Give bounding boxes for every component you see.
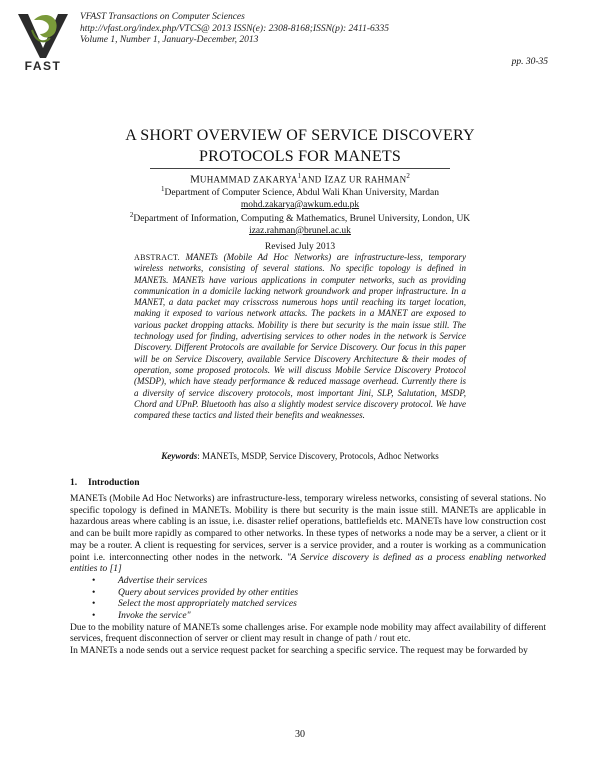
section-number: 1. bbox=[70, 478, 78, 488]
paragraph-3: In MANETs a node sends out a service request packet for searching a specific service. The request may be forwarded by bbox=[70, 646, 528, 657]
paragraph-1 bbox=[70, 494, 546, 576]
journal-logo bbox=[14, 12, 72, 72]
affil2-email[interactable]: izaz.rahman@brunel.ac.uk bbox=[249, 225, 351, 236]
bullet-dot: • bbox=[92, 599, 96, 610]
affil2-sup: 2 bbox=[129, 211, 134, 219]
journal-url-issn: http://vfast.org/index.php/VTCS@ 2013 ISSN(e): 2308-8168;ISSN(p): 2411-6335 bbox=[80, 23, 390, 34]
section-title: Introduction bbox=[88, 478, 140, 488]
bullet-text: Invoke the service" bbox=[118, 611, 191, 622]
page-range: pp. 30-35 bbox=[511, 57, 548, 67]
bullet-dot: • bbox=[92, 611, 96, 622]
affil1-dept: Department of Computer Science, Abdul Wali Khan University, Mardan bbox=[164, 188, 439, 199]
bullet-dot: • bbox=[92, 575, 96, 586]
list-item bbox=[70, 599, 546, 611]
paragraph-1-cite: "A Service discovery is defined as a process enabling networked entities to [1] bbox=[70, 552, 546, 575]
journal-name: VFAST Transactions on Computer Sciences bbox=[80, 12, 245, 22]
section-body bbox=[70, 494, 546, 658]
paragraph-2: Due to the mobility nature of MANETs some challenges arise. For example node mobility may affect availability of different services, frequent disconnection of server or client may result in change of path / rout etc. bbox=[70, 622, 546, 645]
abstract-label: ABSTRACT. bbox=[134, 253, 180, 262]
revised-date: Revised July 2013 bbox=[264, 242, 336, 252]
bullet-list bbox=[70, 576, 546, 623]
affiliation-1 bbox=[0, 184, 600, 211]
list-item bbox=[70, 576, 546, 588]
author-and: AND bbox=[301, 174, 322, 185]
section-heading bbox=[70, 478, 140, 488]
vfast-logo-icon bbox=[14, 12, 72, 72]
title-divider bbox=[150, 168, 450, 169]
list-item bbox=[70, 588, 546, 600]
logo-text: FAST bbox=[24, 59, 62, 72]
page-number: 30 bbox=[295, 729, 305, 740]
author2-name: ZAZ UR RAHMAN bbox=[327, 174, 407, 185]
abstract-text: MANETs (Mobile Ad Hoc Networks) are infrastructure-less, temporary wireless networks, consisting of several stations. No specific topology is defined in MANETs. MANETs have various applications in computer networks, such as providing communication in a domicile lacking network groundwork and proper infrastructure. In a MANET, a data packet may crisscross numerous hops until reaching its target location, making it exposed to various network attacks. The packets in a MANET are exposed to various packet dropping attacks. Mobility is there but security is the main issue still. The technology used for finding, advertising services to other nodes in the network is Service Discovery. Different Protocols are available for Service Discovery. Our focus in this paper will be on Service Discovery, available Service Discovery Architecture & their modes of operation, some proposed protocols. We will discuss Mobile Service Discovery Protocol (MSDP), which have steady performance & reduced massage overhead. Currently there is a diversity of service discovery protocols, most important Jini, SLP, Salutation, MSDP, Chord and UPnP. Bluetooth has also a slightly modest service discovery protocol. We have compared these tactics and listed their benefits and weaknesses. bbox=[134, 252, 466, 421]
author1-name: UHAMMAD ZAKARYA bbox=[199, 174, 298, 185]
title-line-2: PROTOCOLS FOR MANETS bbox=[199, 148, 401, 165]
journal-info bbox=[80, 12, 500, 47]
journal-volume: Volume 1, Number 1, January-December, 2013 bbox=[80, 35, 259, 45]
affil1-sup: 1 bbox=[161, 185, 165, 193]
title-line-1: A SHORT OVERVIEW OF SERVICE DISCOVERY bbox=[125, 127, 475, 144]
affiliation-2 bbox=[0, 210, 600, 237]
author2-initial: I bbox=[324, 173, 328, 186]
paragraph-1-text: MANETs (Mobile Ad Hoc Networks) are infrastructure-less, temporary wireless networks, consisting of several stations. No specific topology is defined in MANETs. Mobility is there but security is the main issue still. MANETs are applicable in hazardous areas where cabling is an issue, i.e. disaster relief operations, battlefields etc. MANETs have low construction cost and can be built more rapidly as compared to other networks. In these types of networks a node may be a server, a client or it may be a router. A client is requesting for services, server is a service provider, and a router is working as a communication point i.e. interconnecting other nodes in the network. bbox=[70, 494, 546, 563]
paper-title bbox=[0, 125, 600, 167]
abstract bbox=[134, 252, 466, 421]
bullet-text: Advertise their services bbox=[118, 575, 208, 586]
author1-initial: M bbox=[190, 173, 200, 186]
bullet-text: Query about services provided by other entities bbox=[118, 587, 299, 598]
keywords bbox=[0, 451, 600, 461]
author1-sup: 1 bbox=[297, 172, 302, 180]
keywords-label: Keywords bbox=[161, 451, 198, 461]
keywords-list: : MANETs, MSDP, Service Discovery, Protocols, Adhoc Networks bbox=[197, 451, 439, 461]
list-item bbox=[70, 611, 546, 623]
author2-sup: 2 bbox=[406, 172, 410, 180]
affil2-dept: Department of Information, Computing & Mathematics, Brunel University, London, UK bbox=[133, 214, 471, 225]
bullet-dot: • bbox=[92, 587, 96, 598]
affil1-email[interactable]: mohd.zakarya@awkum.edu.pk bbox=[240, 199, 360, 210]
bullet-text: Select the most appropriately matched services bbox=[118, 599, 297, 610]
